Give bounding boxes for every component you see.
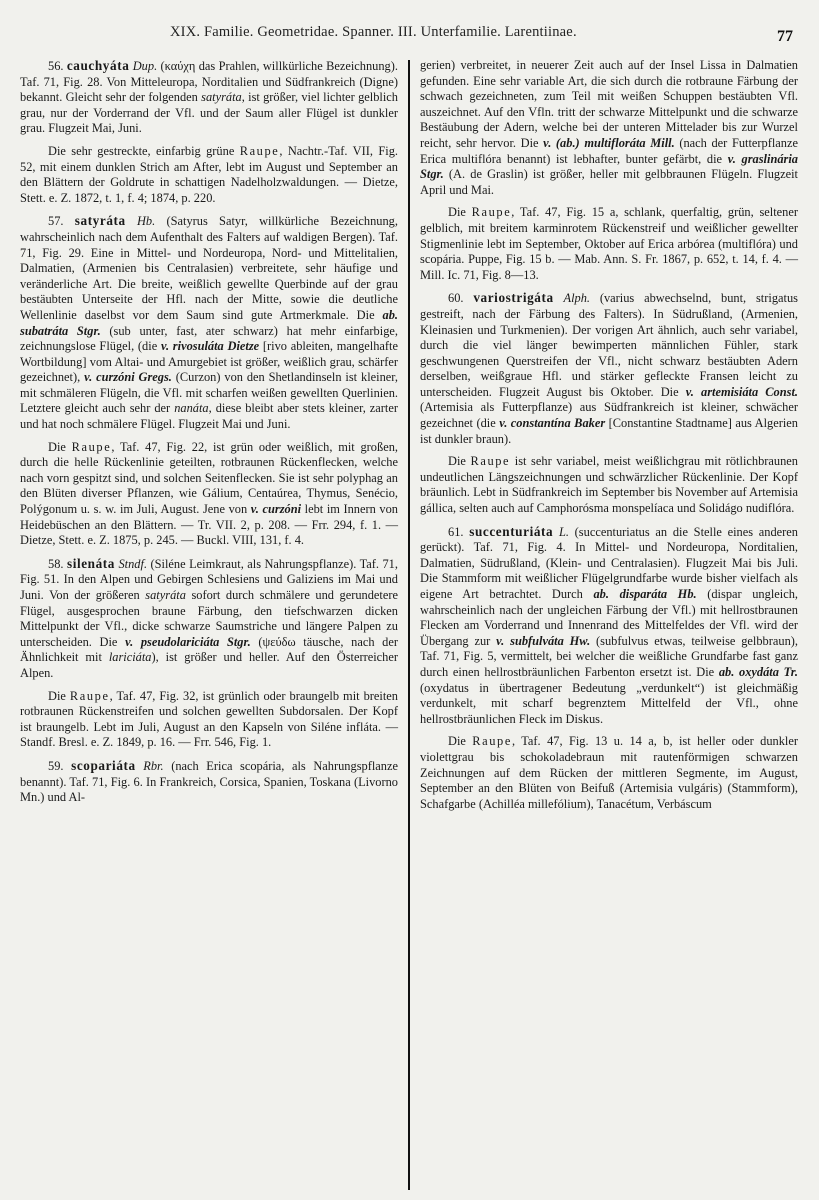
- entry-61-larva: Die Raupe, Taf. 47, Fig. 13 u. 14 a, b, ist heller oder dunkler violettgrau bis schokoladebraun mit rautenförmigen schwarzen Zeichnungen auf dem Rücken der mittleren Segmente, im August, September an den Blüten von Beifuß (Artemisia vulgáris) (Stammform), Schafgarbe (Achilléa millefólium), Tanacétum, Verbáscum: [420, 734, 798, 811]
- entry-57: 57. satyráta Hb. (Satyrus Satyr, willkürliche Bezeichnung, wahrscheinlich nach dem Aufenthalt des Falters auf waldigen Bergen). Taf. 71, Fig. 29. Eine in Mittel- und Nordeuropa, Nord- und Mittelitalien, Dalmatien, (Armenien bis Centralasien) verbreitete, sehr häufige und veränderliche Art. Die breite, weißlich gewellte Querbinde auf der grau bestäubten Unterseite der Hfl. nach der Mitte, sowie die deutliche Wellenlinie daselbst vor dem Saum sind gute Artmerkmale. Die ab. subatráta Stgr. (sub unter, fast, ater schwarz) hat mehr einfarbige, zeichnungslose Flügel, (die v. rivosuláta Dietze [rivo ableiten, mangelhafte Wortbildung] vom Altai- und Amurgebiet ist größer, weißlich grau, schärfer gezeichnet), v. curzóni Gregs. (Curzon) von den Shetlandinseln ist kleiner, mit schmäleren Flügeln, die Vfl. mit scharfen weißen gewellten Querlinien. Letztere gleicht auch sehr der nanáta, diese bleibt aber stets kleiner, zarter und hat noch schmälere Flügel. Flugzeit Mai und Juni.: [20, 213, 399, 432]
- page-number: 77: [777, 28, 793, 45]
- entry-56-larva: Die sehr gestreckte, einfarbig grüne Raupe, Nachtr.-Taf. VII, Fig. 52, mit einem dunklen Strich am After, lebt im August und September an den Blättern der Goldrute in schattigen Nadelholzwaldungen. — Dietze, Stett. e. Z. 1872, t. 1, f. 4; 1874, p. 220.: [20, 143, 398, 205]
- entry-60: 60. variostrigáta Alph. (varius abwechselnd, bunt, strigatus gestreift, nach der Färbung des Falters). In Südrußland, (Armenien, Kleinasien und Turkmenien). Der vorigen Art ähnlich, auch sehr variabel, durch die viel länger bewimperten männlichen Fühler, stark geschwungenen Querstreifen der Vfl., nicht schwarz bestäubten Adern derselben, weißgraue Hfl. und stärker gefleckte Fransen leicht zu unterscheiden. Flugzeit August bis Oktober. Die v. artemisiáta Const. (Artemisia als Futterpflanze) aus Südfrankreich ist kleiner, schwächer gezeichnet (die v. constantína Baker [Constantine Stadtname] aus Algerien ist dunkler braun).: [420, 290, 799, 446]
- entry-58-larva: Die Raupe, Taf. 47, Fig. 32, ist grünlich oder braungelb mit breiten rotbraunen Rückenstreifen und solchen gewellten Subdorsalen. Der Kopf ist braungelb. Lebt im Juli, August an den Kapseln von Siléne infláta. — Standf. Bresl. e. Z. 1849, p. 16. — Frr. 546, Fig. 1.: [20, 688, 398, 750]
- column-divider: [408, 60, 410, 1190]
- entry-59-continued: gerien) verbreitet, in neuerer Zeit auch auf der Insel Lissa in Dalmatien gefunden. Eine sehr variable Art, die sich durch die rotbraune Färbung der schwach gezeichneten, zum Teil mit weißen Schuppen bestäubten Vfl. auszeichnet. Auf den Vfln. tritt der schwarze Mittelpunkt und die schwarze Bestäubung der Adern, welche bei der unteren Mittelader bis zur Wurzel reicht, sehr hervor. Die v. (ab.) multifloráta Mill. (nach der Futterpflanze Erica multiflóra benannt) ist lebhafter, bunter gefärbt, die v. graslinária Stgr. (A. de Graslin) ist größer, heller mit gelbbraunen Flügeln. Flugzeit April und Mai.: [420, 58, 799, 197]
- species-name: succenturiáta: [469, 523, 554, 539]
- entry-58: 58. silenáta Stndf. (Siléne Leimkraut, als Nahrungspflanze). Taf. 71, Fig. 51. In den Alpen und Gebirgen Schlesiens und Galiziens im Mai und Juni. Von der größeren satyráta sofort durch schmälere und gerundetere Flügel, ausgesprochen braune Färbung, den tiefschwarzen dicken Mittelpunkt der Vfl., dicke schwarze Saumstriche und längere Palpen zu unterscheiden. Die v. pseudolariciáta Stgr. (ψεύδω täusche, nach der Ähnlichkeit mit lariciáta), ist größer und heller. Auf den Österreicher Alpen.: [20, 555, 399, 680]
- entry-60-larva: Die Raupe ist sehr variabel, meist weißlichgrau mit rötlichbraunen undeutlichen Längszeichnungen und schwärzlicher Rückenlinie. Der Kopf bräunlich. Lebt in Südfrankreich im September bis November auf Artemisia gállica, selten auch auf Camphorósma monspelíaca und Solidágo nudiflóra.: [420, 454, 798, 516]
- left-column: [20, 58, 398, 806]
- entry-56: 56. cauchyáta Dup. (καύχη das Prahlen, willkürliche Bezeichnung). Taf. 71, Fig. 28. Von Mitteleuropa, Norditalien und Südfrankreich (Digne) bekannt. Gleicht sehr der folgenden satyráta, ist größer, viel lichter gelblich grau, nur der Vorderrand der Vfl. und der Saum aller Flügel ist dunkler grau. Flugzeit Mai, Juni.: [20, 58, 398, 136]
- species-name: cauchyáta: [66, 58, 130, 73]
- species-name: variostrigáta: [473, 290, 554, 306]
- running-header: [0, 24, 819, 54]
- species-name: silenáta: [66, 555, 115, 571]
- entry-61: 61. succenturiáta L. (succenturiatus an die Stelle eines anderen gerückt). Taf. 71, Fig. 4. In Mittel- und Nordeuropa, Norditalien, Dalmatien, Südrußland, (Klein- und Centralasien). Flugzeit Mai bis Juli. Die Stammform mit weißlicher Flügelgrundfarbe wurde bisher vielfach als eigene Art betrachtet. Durch ab. disparáta Hb. (dispar ungleich, wahrscheinlich nach der ungleichen Färbung der Vfl.) mit hellrostbraunen Flecken am Vorderrand und Innenrand des Mittelfeldes der Vfl. wird der Übergang zur v. subfulváta Hw. (subfulvus etwas, teilweise gelbbraun), Taf. 71, Fig. 5, vermittelt, bei welcher die weißliche Grundfarbe fast ganz durch einen hellrostbräunlichen Farbenton ersetzt ist. Die ab. oxydáta Tr. (oxydatus in übertragener Bedeutung „verdunkelt“) ist gleichmäßig verdunkelt, mit scharf begrenztem Mittelfeld der Vfl., ohne hellrostbräunlichen Fleck im Diskus.: [420, 523, 799, 726]
- species-name: satyráta: [74, 213, 126, 229]
- entry-57-larva: Die Raupe, Taf. 47, Fig. 22, ist grün oder weißlich, mit großen, durch die helle Rückenlinie geteilten, rotbraunen Rückenflecken, welche nach vorn gespitzt sind, und solchen Seitenflecken. Sie ist sehr polyphag an den Blüten diverser Pflanzen, wie Gálium, Centaúrea, Thymus, Senécio, Polýgonum u. s. w. im Juli, August. Jene von v. curzóni lebt im Innern von Heidebüschen an den Blättern. — Tr. VII. 2, p. 208. — Frr. 294, f. 1. — Dietze, Stett. e. Z. 1875, p. 245. — Buckl. VIII, 131, f. 4.: [20, 439, 398, 548]
- species-name: scopariáta: [71, 757, 136, 773]
- right-column: [420, 58, 798, 812]
- entry-59: 59. scopariáta Rbr. (nach Erica scopária, als Nahrungspflanze benannt). Taf. 71, Fig. 6. In Frankreich, Corsica, Spanien, Toskana (Livorno Mn.) und Al-: [20, 757, 398, 805]
- header-title: XIX. Familie. Geometridae. Spanner. III. Unterfamilie. Larentiinae.: [170, 24, 577, 40]
- entry-59-larva: Die Raupe, Taf. 47, Fig. 15 a, schlank, querfaltig, grün, seltener gelblich, mit breitem karminrotem Rückenstreif und weißlicher gewellter Stigmenlinie lebt im September, Oktober auf Erica arbórea (multiflóra) und scopária. Puppe, Fig. 15 b. — Mab. Ann. S. Fr. 1867, p. 652, t. 14, f. 4. — Mill. Ic. 71, Fig. 8—13.: [420, 205, 798, 282]
